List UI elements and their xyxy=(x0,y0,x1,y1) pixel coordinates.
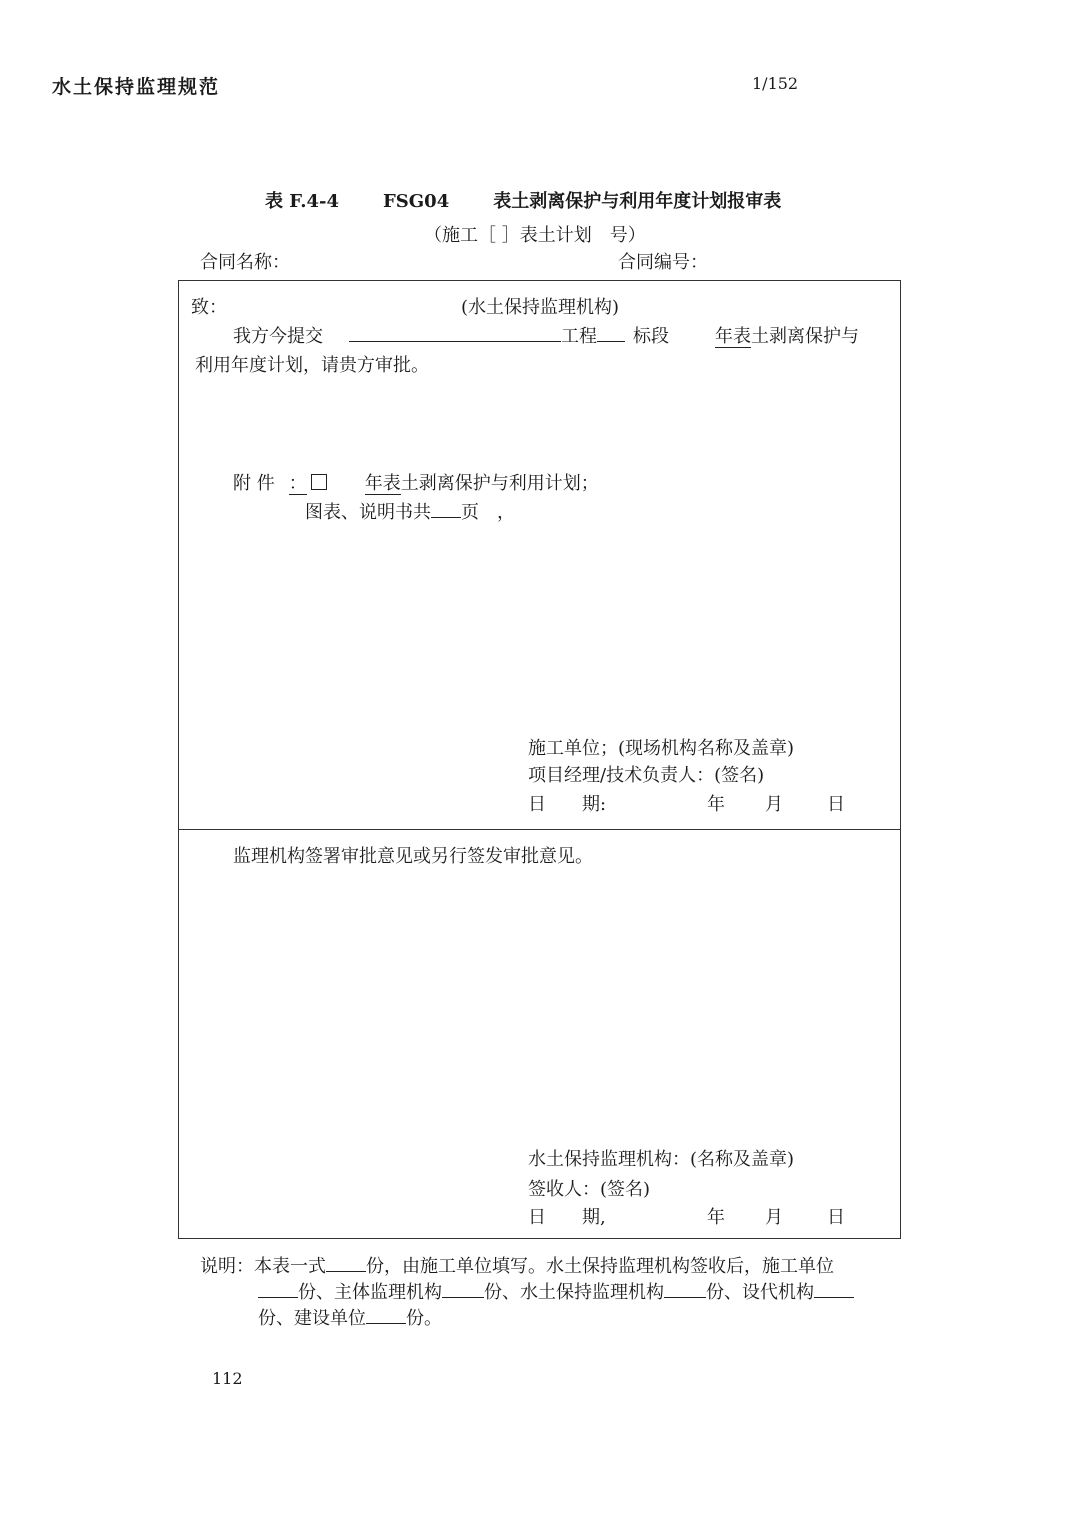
to-label: 致： xyxy=(191,297,227,318)
attachment-year: 年表 xyxy=(364,473,401,494)
note-text: 份，由施工单位填写。水土保持监理机构签收后，施工单位 xyxy=(366,1256,834,1277)
note-text: 份、设代机构 xyxy=(706,1282,814,1303)
date-label: 日 期, xyxy=(528,1207,606,1228)
date-month: 月 xyxy=(765,794,783,815)
submit-prefix: 我方今提交 xyxy=(233,326,323,347)
plan-tail: 土剥离保护与 xyxy=(751,326,859,347)
copies-blank[interactable] xyxy=(366,1305,406,1324)
date-year: 年 xyxy=(707,794,725,815)
attachment-text: 土剥离保护与利用计划； xyxy=(400,473,599,494)
attachment-colon: ： xyxy=(288,473,307,494)
contract-name-label: 合同名称： xyxy=(200,252,290,273)
note-text: 份、主体监理机构 xyxy=(298,1282,442,1303)
form-title xyxy=(265,187,781,213)
request-line: 利用年度计划，请贵方审批。 xyxy=(195,355,429,376)
page-counter: 1/152 xyxy=(752,74,799,93)
note-text: 说明：本表一式 xyxy=(200,1256,326,1277)
year-blank-text: 年表 xyxy=(715,326,751,347)
charts-suffix: 页 ， xyxy=(461,502,515,523)
attachment-checkbox[interactable] xyxy=(311,474,327,490)
pages-blank[interactable] xyxy=(431,499,461,518)
project-name-blank[interactable] xyxy=(349,323,561,342)
project-label: 工程 xyxy=(561,326,597,347)
supervision-org-label: 水土保持监理机构：(名称及盖章) xyxy=(528,1149,795,1170)
bid-blank[interactable] xyxy=(597,323,625,342)
submit-line xyxy=(233,322,859,348)
form-subtitle: （施工［ ］表土计划 号） xyxy=(424,225,646,246)
date-month: 月 xyxy=(765,1207,783,1228)
form-title-text: 表土剥离保护与利用年度计划报审表 xyxy=(493,191,782,212)
running-header-title: 水土保持监理规范 xyxy=(52,76,221,98)
page-number: 112 xyxy=(212,1369,243,1388)
note-line-3 xyxy=(258,1304,442,1330)
charts-line xyxy=(305,498,515,524)
copies-blank[interactable] xyxy=(664,1279,706,1298)
note-line-1 xyxy=(200,1252,834,1278)
charts-prefix: 图表、说明书共 xyxy=(305,502,431,523)
attachment-line xyxy=(233,469,599,495)
receiver-label: 签收人：(签名) xyxy=(528,1179,651,1200)
attachment-label: 附 件 xyxy=(233,473,275,494)
date-day: 日 xyxy=(827,794,845,815)
contract-no-label: 合同编号： xyxy=(618,252,708,273)
note-text: 份。 xyxy=(406,1308,442,1329)
construction-unit-label: 施工单位；(现场机构名称及盖章) xyxy=(528,738,795,759)
bid-label: 标段 xyxy=(633,326,669,347)
project-manager-label: 项目经理/技术负责人：(签名) xyxy=(528,765,765,786)
note-line-2 xyxy=(258,1278,854,1304)
approval-section xyxy=(179,830,900,1238)
form-code: FSG04 xyxy=(383,191,450,212)
table-number: 表 F.4-4 xyxy=(265,191,340,212)
date-label: 日 期: xyxy=(528,794,607,815)
copies-blank[interactable] xyxy=(326,1253,366,1272)
note-text: 份、建设单位 xyxy=(258,1308,366,1329)
copies-blank[interactable] xyxy=(442,1279,484,1298)
submission-section xyxy=(179,281,900,830)
note-text: 份、水土保持监理机构 xyxy=(484,1282,664,1303)
to-org-label: (水土保持监理机构) xyxy=(461,297,620,318)
date-year: 年 xyxy=(707,1207,725,1228)
copies-blank[interactable] xyxy=(258,1279,298,1298)
approval-opinion-label: 监理机构签署审批意见或另行签发审批意见。 xyxy=(233,846,593,867)
date-day: 日 xyxy=(827,1207,845,1228)
form-table xyxy=(178,280,901,1239)
copies-blank[interactable] xyxy=(814,1279,854,1298)
